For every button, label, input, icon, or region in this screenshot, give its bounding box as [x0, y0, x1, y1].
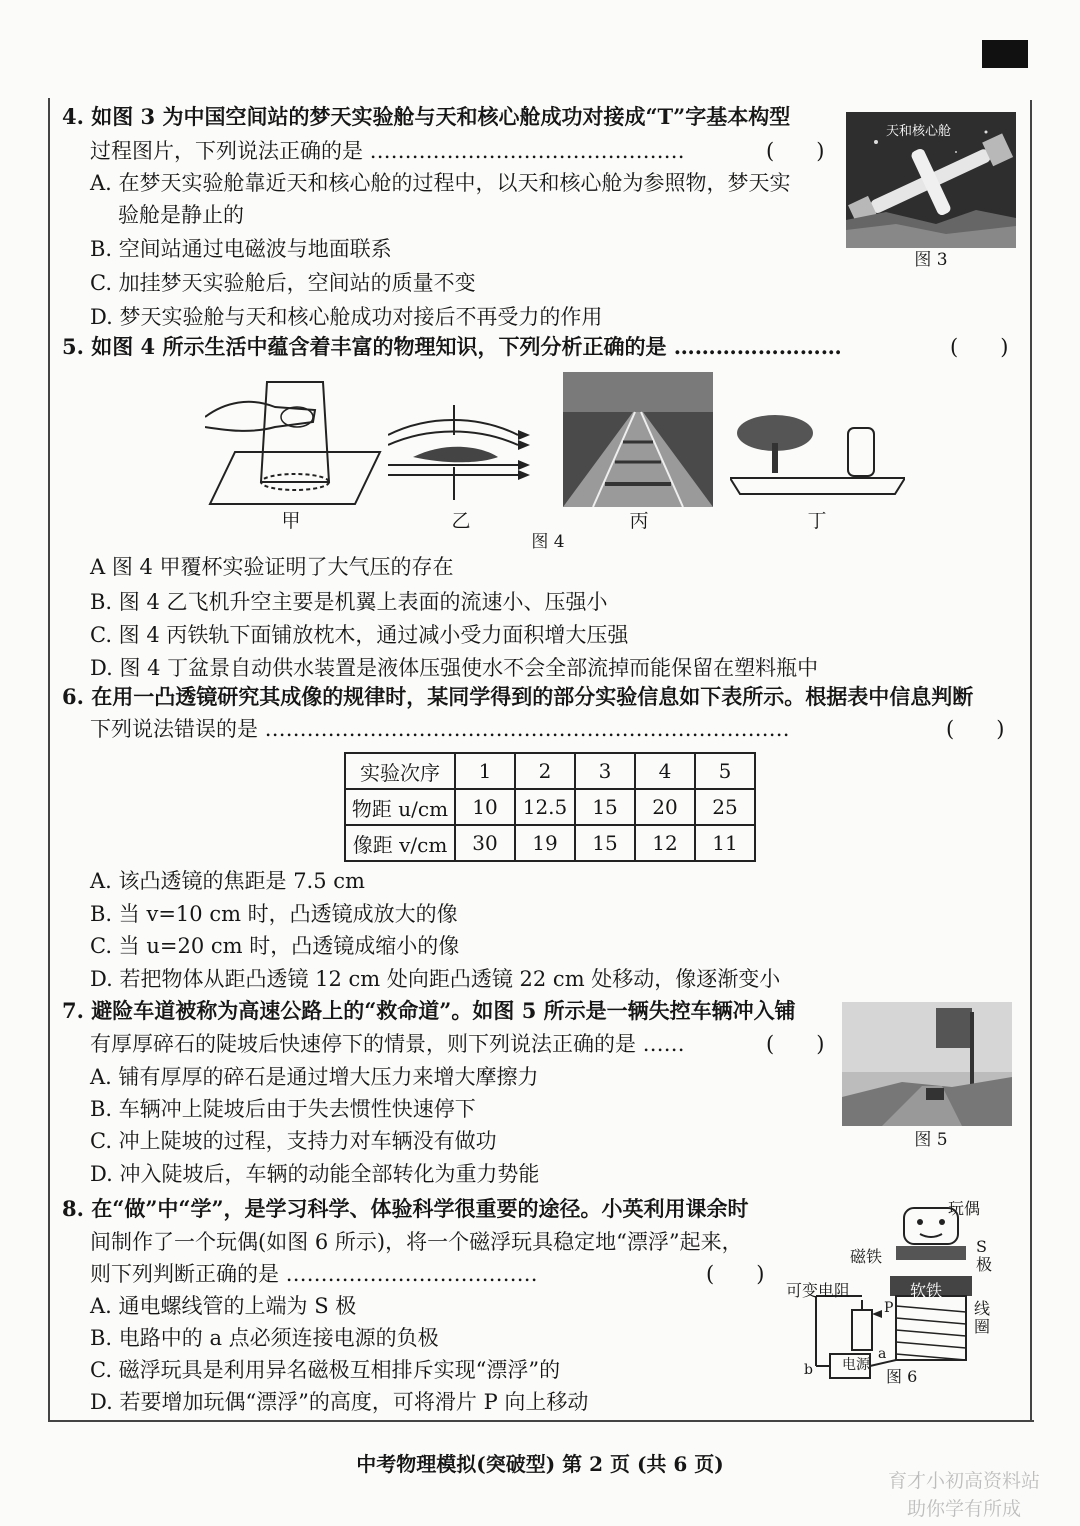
figure-4-jia-cup-experiment: [205, 372, 385, 507]
page-frame-right: [1030, 100, 1032, 1420]
figure-4-bing-railway-photo: [563, 372, 713, 507]
figure-6-slider-p-label: P: [884, 1300, 894, 1316]
q4-answer-paren: ( ): [766, 139, 825, 163]
figure-6-toy-label: 玩偶: [948, 1199, 981, 1218]
table-cell: 1: [455, 753, 515, 789]
watermark-line2: 助你学有所成: [906, 1498, 1021, 1520]
figure-4-ding-bonsai-water-bottle: [730, 408, 905, 498]
table-cell: 12: [635, 825, 695, 861]
q7-stem-line2: 有厚厚碎石的陡坡后快速停下的情景，则下列说法正确的是 ……: [90, 1032, 685, 1056]
q6-option-b: B. 当 v=10 cm 时，凸透镜成放大的像: [90, 902, 458, 926]
q5-option-b: B. 图 4 乙飞机升空主要是机翼上表面的流速小、压强小: [90, 590, 608, 614]
table-cell: 12.5: [515, 789, 575, 825]
q8-option-a: A. 通电螺线管的上端为 S 极: [90, 1294, 357, 1318]
q8-stem-line3: 则下列判断正确的是 ………………………………: [90, 1262, 538, 1286]
figure-3-space-station-photo: [846, 112, 1016, 248]
figure-5-label: 图 5: [914, 1130, 948, 1150]
q5-answer-paren: ( ): [950, 335, 1009, 359]
figure-6-magnet-label: 磁铁: [850, 1247, 883, 1266]
q4-option-b: B. 空间站通过电磁波与地面联系: [90, 237, 392, 261]
q6-stem-line1: 6. 在用一凸透镜研究其成像的规律时，某同学得到的部分实验信息如下表所示。根据表中信息判断: [62, 684, 974, 709]
figure-4-label-yi: 乙: [451, 510, 471, 532]
q8-stem-line2: 间制作了一个玩偶(如图 6 所示)，将一个磁浮玩具稳定地“漂浮”起来，: [90, 1230, 743, 1254]
figure-4-label: 图 4: [531, 532, 565, 552]
figure-3-label: 图 3: [914, 250, 948, 270]
figure-6-s-pole-label: S 极: [976, 1237, 993, 1274]
q6-option-a: A. 该凸透镜的焦距是 7.5 cm: [90, 869, 365, 893]
q8-option-d: D. 若要增加玩偶“漂浮”的高度，可将滑片 P 向上移动: [90, 1390, 589, 1414]
q6-stem-line2: 下列说法错误的是 …………………………………………………………………: [90, 717, 790, 741]
page-footer: 中考物理模拟(突破型) 第 2 页 (共 6 页): [356, 1452, 724, 1476]
figure-4-yi-wing-airflow: [388, 405, 538, 500]
table-cell: 3: [575, 753, 635, 789]
figure-3-inner-caption: 天和核心舱: [886, 124, 952, 139]
figure-4-label-jia: 甲: [281, 510, 301, 532]
table-cell: 19: [515, 825, 575, 861]
table-cell: 2: [515, 753, 575, 789]
q7-answer-paren: ( ): [766, 1032, 825, 1056]
q8-option-c: C. 磁浮玩具是利用异名磁极互相排斥实现“漂浮”的: [90, 1358, 561, 1382]
table-cell: 15: [575, 825, 635, 861]
figure-6-label: 图 6: [886, 1367, 918, 1386]
q5-option-d: D. 图 4 丁盆景自动供水装置是液体压强使水不会全部流掉而能保留在塑料瓶中: [90, 656, 819, 680]
figure-6-power-label: 电源: [842, 1357, 870, 1373]
q6-option-c: C. 当 u=20 cm 时，凸透镜成缩小的像: [90, 934, 460, 958]
table-row-header: 物距 u/cm: [345, 789, 455, 825]
q8-answer-paren: ( ): [706, 1262, 765, 1286]
table-cell: 10: [455, 789, 515, 825]
table-cell: 5: [695, 753, 755, 789]
figure-4-label-ding: 丁: [807, 510, 827, 532]
q4-option-d: D. 梦天实验舱与天和核心舱成功对接后不再受力的作用: [90, 305, 603, 329]
table-cell: 25: [695, 789, 755, 825]
table-row-header: 像距 v/cm: [345, 825, 455, 861]
table-row: [345, 789, 755, 825]
table-cell: 11: [695, 825, 755, 861]
watermark-line1: 育才小初高资料站: [887, 1470, 1040, 1492]
table-row: [345, 753, 755, 789]
q4-option-c: C. 加挂梦天实验舱后，空间站的质量不变: [90, 271, 476, 295]
q5-stem: 5. 如图 4 所示生活中蕴含着丰富的物理知识，下列分析正确的是 ……………………: [62, 334, 842, 359]
q6-lens-data-table: [344, 752, 756, 862]
figure-6-maglev-circuit: [786, 1196, 1026, 1386]
q5-option-c: C. 图 4 丙铁轨下面铺放枕木，通过减小受力面积增大压强: [90, 623, 629, 647]
corner-black-mark: [982, 40, 1028, 68]
table-row-header: 实验次序: [345, 753, 455, 789]
q5-option-a: A 图 4 甲覆杯实验证明了大气压的存在: [90, 555, 454, 579]
figure-6-soft-iron-label: 软铁: [910, 1281, 943, 1300]
q4-stem-line1: 4. 如图 3 为中国空间站的梦天实验舱与天和核心舱成功对接成“T”字基本构型: [62, 104, 791, 129]
table-cell: 20: [635, 789, 695, 825]
figure-5-escape-lane-photo: [842, 1002, 1012, 1126]
table-cell: 30: [455, 825, 515, 861]
q7-option-b: B. 车辆冲上陡坡后由于失去惯性快速停下: [90, 1097, 476, 1121]
table-cell: 15: [575, 789, 635, 825]
table-row: [345, 825, 755, 861]
table-cell: 4: [635, 753, 695, 789]
q4-stem-line2: 过程图片，下列说法正确的是 ………………………………………: [90, 139, 685, 163]
figure-4-label-bing: 丙: [629, 510, 649, 532]
q7-stem-line1: 7. 避险车道被称为高速公路上的“救命道”。如图 5 所示是一辆失控车辆冲入铺: [62, 998, 796, 1023]
q7-option-d: D. 冲入陡坡后，车辆的动能全部转化为重力势能: [90, 1162, 540, 1186]
q7-option-c: C. 冲上陡坡的过程，支持力对车辆没有做功: [90, 1129, 497, 1153]
figure-6-coil-label: 线圈: [974, 1299, 991, 1336]
q4-option-a-line2: 验舱是静止的: [118, 203, 244, 227]
q6-answer-paren: ( ): [946, 717, 1005, 741]
q4-option-a-line1: A. 在梦天实验舱靠近天和核心舱的过程中，以天和核心舱为参照物，梦天实: [90, 171, 791, 195]
figure-6-variable-resistor-label: 可变电阻: [786, 1281, 851, 1300]
figure-6-point-a: a: [878, 1346, 887, 1362]
q7-option-a: A. 铺有厚厚的碎石是通过增大压力来增大摩擦力: [90, 1065, 539, 1089]
figure-6-point-b: b: [804, 1362, 813, 1378]
q8-option-b: B. 电路中的 a 点必须连接电源的负极: [90, 1326, 439, 1350]
q8-stem-line1: 8. 在“做”中“学”，是学习科学、体验科学很重要的途径。小英利用课余时: [62, 1196, 749, 1221]
q6-option-d: D. 若把物体从距凸透镜 12 cm 处向距凸透镜 22 cm 处移动，像逐渐变小: [90, 967, 781, 991]
